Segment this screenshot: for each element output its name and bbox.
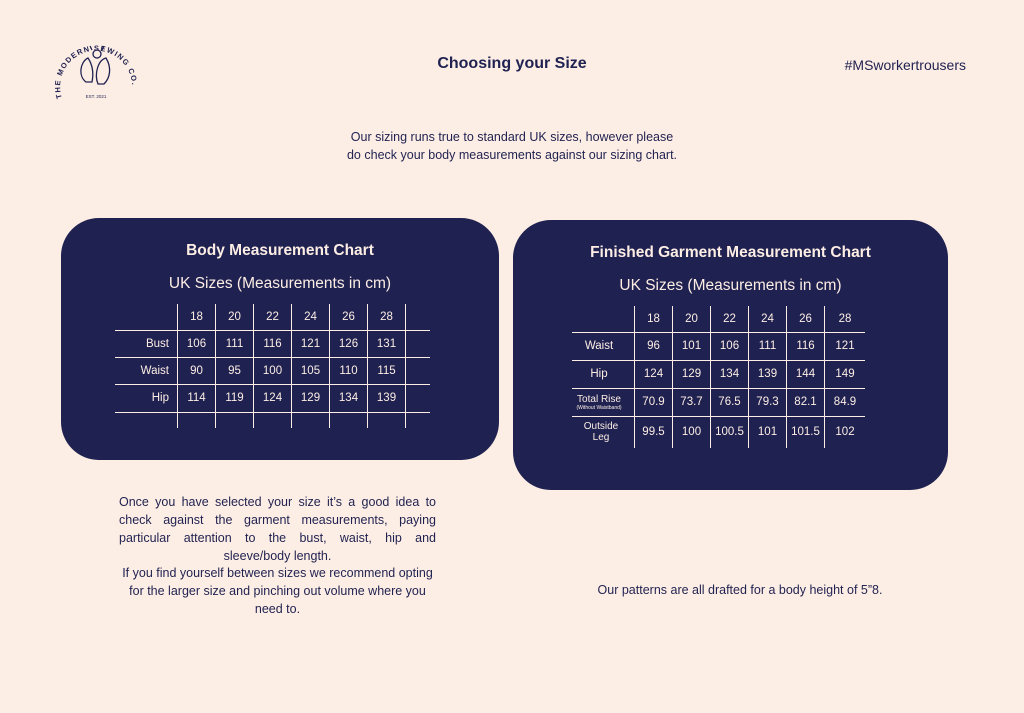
intro-line-1: Our sizing runs true to standard UK sizes, however please: [350, 130, 674, 144]
row-sublabel: (Without Waistband): [576, 404, 622, 411]
table-cell: 70.9: [635, 388, 673, 416]
table-row: [115, 330, 430, 357]
table-cell: 114: [178, 384, 216, 412]
size-header: 26: [787, 306, 825, 332]
row-label: Hip: [572, 360, 635, 388]
row-label: Waist: [572, 332, 635, 360]
table-cell: 129: [673, 360, 711, 388]
table-cell: 101: [673, 332, 711, 360]
table-cell: 73.7: [673, 388, 711, 416]
table-cell: 111: [216, 330, 254, 357]
table-cell: 139: [368, 384, 406, 412]
size-header: 20: [216, 304, 254, 330]
logo-brand-text: THE MODERN SEWING CO.: [53, 43, 140, 100]
table-cell: 149: [825, 360, 866, 388]
row-label: Hip: [115, 384, 178, 412]
note-check-garment: Once you have selected your size it’s a good idea to check against the garment measurements, paying particular attention to the bust, waist, hip and sleeve/body length.: [119, 495, 436, 563]
table-cell: 90: [178, 357, 216, 384]
table-cell: 119: [216, 384, 254, 412]
table-cell: 95: [216, 357, 254, 384]
table-cell: 116: [254, 330, 292, 357]
table-cell: 110: [330, 357, 368, 384]
garment-chart-subtitle: UK Sizes (Measurements in cm): [619, 277, 842, 294]
table-cell: 121: [292, 330, 330, 357]
table-cell: 111: [749, 332, 787, 360]
row-label: Total Rise: [577, 393, 621, 405]
size-header: 26: [330, 304, 368, 330]
page-title: Choosing your Size: [437, 55, 587, 72]
table-row: [572, 360, 865, 388]
garment-measurement-table: [572, 306, 865, 448]
table-row: [115, 384, 430, 412]
row-label-cell: [572, 388, 635, 416]
size-header: 28: [825, 306, 866, 332]
row-label: Outside Leg: [572, 416, 635, 448]
size-header: 24: [292, 304, 330, 330]
note-between-sizes: If you find yourself between sizes we recommend opting for the larger size and pinching out volume where you need to.: [122, 566, 433, 616]
size-header: 28: [368, 304, 406, 330]
logo-est-text: EST. 2021: [85, 94, 107, 99]
row-label: Bust: [115, 330, 178, 357]
table-cell: 116: [787, 332, 825, 360]
table-cell: 126: [330, 330, 368, 357]
body-chart-title: Body Measurement Chart: [186, 242, 374, 259]
table-cell: 105: [292, 357, 330, 384]
table-row: [572, 416, 865, 448]
row-label: Waist: [115, 357, 178, 384]
intro-text: [312, 128, 712, 164]
table-row: [115, 357, 430, 384]
table-cell: 79.3: [749, 388, 787, 416]
body-measurement-table: [115, 304, 430, 428]
table-cell: 129: [292, 384, 330, 412]
size-header: 18: [635, 306, 673, 332]
table-cell: 131: [368, 330, 406, 357]
table-cell: 102: [835, 426, 855, 439]
table-cell: 100: [673, 416, 711, 448]
table-row: [572, 388, 865, 416]
table-cell: 106: [711, 332, 749, 360]
table-cell: 100: [254, 357, 292, 384]
body-size-header-row: [115, 304, 430, 330]
table-cell: 101.5: [787, 416, 825, 448]
table-row: [572, 332, 865, 360]
intro-line-2: do check your body measurements against our sizing chart.: [346, 148, 678, 162]
table-cell: 139: [749, 360, 787, 388]
table-cell: 82.1: [787, 388, 825, 416]
table-cell: 121: [825, 332, 866, 360]
size-header: 20: [673, 306, 711, 332]
size-header: 18: [178, 304, 216, 330]
table-cell: 96: [635, 332, 673, 360]
garment-size-header-row: [572, 306, 865, 332]
table-cell: 115: [368, 357, 406, 384]
table-cell: 84.9: [825, 388, 866, 416]
table-cell: 134: [330, 384, 368, 412]
table-row: [115, 412, 430, 428]
table-cell: 134: [711, 360, 749, 388]
table-cell: 106: [178, 330, 216, 357]
size-header: 24: [749, 306, 787, 332]
size-header: 22: [254, 304, 292, 330]
table-cell: 124: [254, 384, 292, 412]
size-header: 22: [711, 306, 749, 332]
table-cell: 144: [787, 360, 825, 388]
garment-chart-title: Finished Garment Measurement Chart: [590, 244, 871, 261]
hashtag: #MSworkertrousers: [844, 57, 966, 73]
table-cell: 99.5: [635, 416, 673, 448]
table-cell: 124: [635, 360, 673, 388]
body-measurement-card: [61, 218, 499, 460]
body-chart-subtitle: UK Sizes (Measurements in cm): [168, 275, 392, 292]
table-cell: 100.5: [711, 416, 749, 448]
note-body-height: Our patterns are all drafted for a body height of 5”8.: [597, 583, 883, 597]
garment-measurement-card: [513, 220, 948, 490]
table-cell: 76.5: [711, 388, 749, 416]
table-cell: 101: [749, 416, 787, 448]
